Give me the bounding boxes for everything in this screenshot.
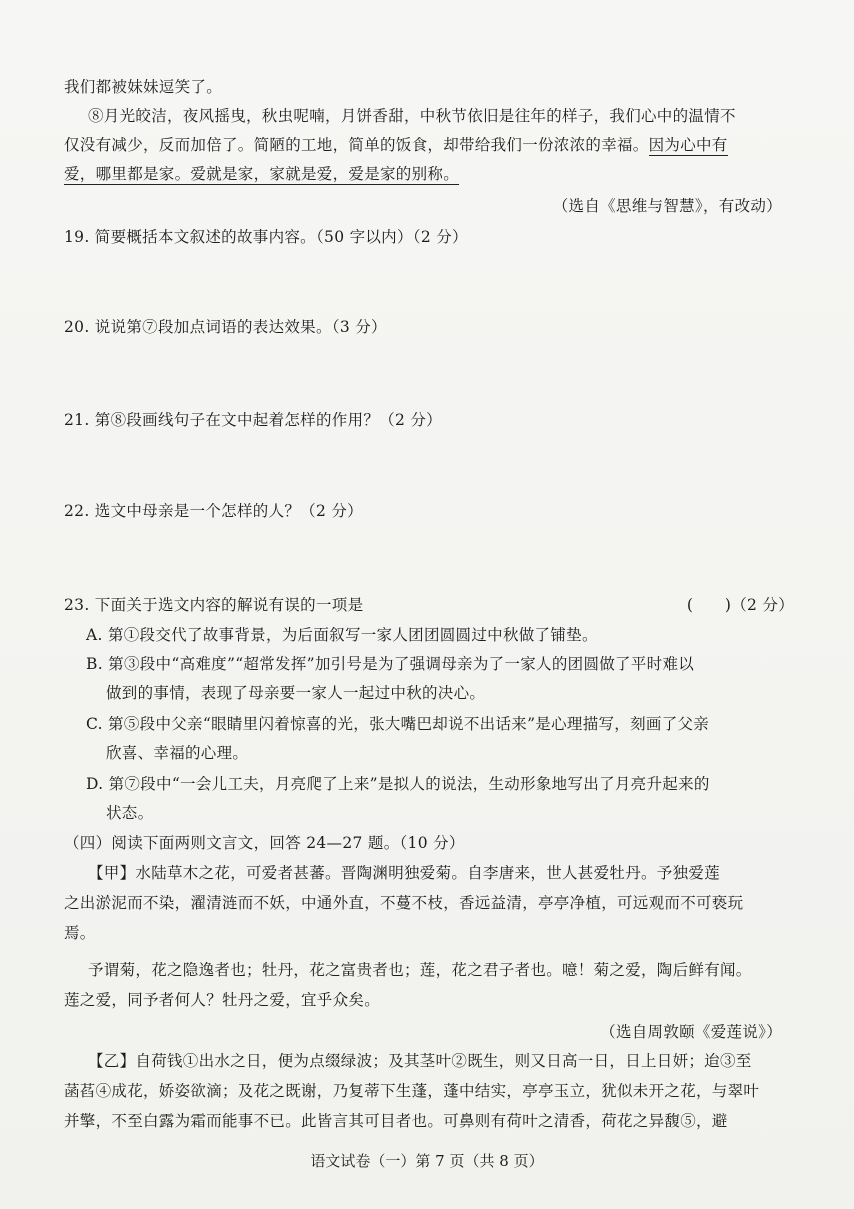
underlined-sentence: 因为心中有 [648, 136, 728, 154]
classical-text-yi: 菡萏④成花，娇姿欲滴；及花之既谢，乃复蒂下生蓬，蓬中结实，亭亭玉立，犹似未开之花，与翠叶 [64, 1082, 760, 1100]
option-d-cont: 状态。 [106, 804, 154, 822]
option-c: C. 第⑤段中父亲“眼睛里闪着惊喜的光，张大嘴巴却说不出话来”是心理描写，刻画了父亲 [86, 715, 710, 733]
paragraph-8-line [64, 134, 794, 156]
paragraph-8-text: 仅没有减少，反而加倍了。简陋的工地，简单的饭食，却带给我们一份浓浓的幸福。 [64, 136, 649, 154]
paragraph-line: 我们都被妹妹逗笑了。 [64, 78, 223, 96]
question-21: 21. 第⑧段画线句子在文中起着怎样的作用？（2 分） [64, 411, 442, 429]
section-4-heading: （四）阅读下面两则文言文，回答 24—27 题。（10 分） [64, 834, 465, 852]
source-citation: （选自周敦颐《爱莲说》） [600, 1023, 782, 1041]
page-footer: 语文试卷（一）第 7 页（共 8 页） [310, 1152, 544, 1170]
question-20: 20. 说说第⑦段加点词语的表达效果。（3 分） [64, 318, 387, 336]
option-a: A. 第①段交代了故事背景，为后面叙写一家人团团圆圆过中秋做了铺垫。 [86, 626, 598, 644]
question-19: 19. 简要概括本文叙述的故事内容。（50 字以内）（2 分） [64, 228, 468, 246]
classical-text-jia: 之出淤泥而不染，濯清涟而不妖，中通外直，不蔓不枝，香远益清，亭亭净植，可远观而不可亵玩 [64, 894, 744, 912]
source-citation: （选自《思维与智慧》，有改动） [552, 197, 782, 215]
classical-text-jia: 莲之爱，同予者何人？牡丹之爱，宜乎众矣。 [64, 991, 381, 1009]
classical-text-jia: 焉。 [64, 924, 96, 942]
question-23-text: 23. 下面关于选文内容的解说有误的一项是 [64, 596, 364, 614]
option-b-cont: 做到的事情，表现了母亲要一家人一起过中秋的决心。 [106, 684, 486, 702]
classical-text-jia: 予谓菊，花之隐逸者也；牡丹，花之富贵者也；莲，花之君子者也。噫！菊之爱，陶后鲜有闻。 [88, 961, 752, 979]
classical-text-jia: 【甲】水陆草木之花，可爱者甚蕃。晋陶渊明独爱菊。自李唐来，世人甚爱牡丹。予独爱莲 [88, 864, 721, 882]
option-c-cont: 欣喜、幸福的心理。 [106, 744, 249, 762]
answer-bracket: ( )（2 分） [686, 596, 794, 614]
option-b: B. 第③段中“高难度”“超常发挥”加引号是为了强调母亲为了一家人的团圆做了平时难以 [86, 655, 695, 673]
paragraph-8-line [64, 163, 794, 185]
paragraph-8-line: ⑧月光皎洁，夜风摇曳，秋虫呢喃，月饼香甜，中秋节依旧是往年的样子，我们心中的温情不 [88, 107, 736, 125]
underlined-sentence: 爱，哪里都是家。爱就是家，家就是爱，爱是家的别称。 [64, 165, 460, 183]
question-22: 22. 选文中母亲是一个怎样的人？（2 分） [64, 502, 363, 520]
option-d: D. 第⑦段中“一会儿工夫，月亮爬了上来”是拟人的说法，生动形象地写出了月亮升起来的 [86, 775, 710, 793]
classical-text-yi: 并擎，不至白露为霜而能事不已。此皆言其可目者也。可鼻则有荷叶之清香，荷花之异馥⑤，避 [64, 1112, 728, 1130]
classical-text-yi: 【乙】自荷钱①出水之日，便为点缀绿波；及其茎叶②既生，则又日高一日，日上日妍；迨③至 [88, 1052, 752, 1070]
question-23 [64, 594, 794, 616]
